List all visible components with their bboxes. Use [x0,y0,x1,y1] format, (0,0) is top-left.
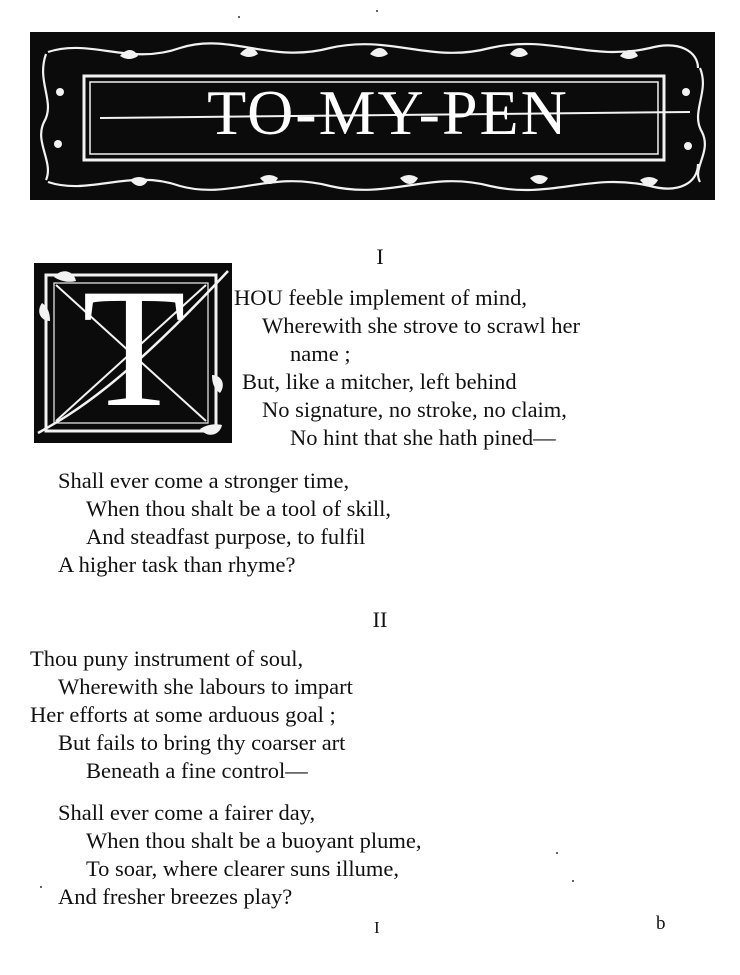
stanza-2-line-6: Shall ever come a fairer day, [58,800,316,825]
stanza-1-line-6: No hint that she hath pined— [290,425,556,450]
print-speck [376,10,378,12]
dropcap-letter: T [82,254,186,442]
stanza-1-line-9: And steadfast purpose, to fulfil [86,524,366,549]
stanza-2-line-8: To soar, where clearer suns illume, [86,856,400,881]
stanza-1-line-3: name ; [290,341,351,366]
stanza-2-line-9: And fresher breezes play? [58,884,293,909]
stanza-2-line-5: Beneath a fine control— [86,758,308,783]
stanza-2-line-2: Wherewith she labours to impart [58,674,353,699]
stanza-1-line-10: A higher task than rhyme? [58,552,296,577]
stanza-1-line-7: Shall ever come a stronger time, [58,468,350,493]
dropcap-ornament [34,254,232,443]
section-number-2: II [372,607,388,632]
stanza-1-line-1: HOU feeble implement of mind, [234,285,528,310]
print-speck [556,852,558,854]
stanza-1-line-4: But, like a mitcher, left behind [242,369,517,394]
section-number-1: I [376,244,384,269]
print-speck [40,886,42,888]
banner-title: TO-MY-PEN [207,77,569,148]
stanza-2-line-4: But fails to bring thy coarser art [58,730,346,755]
stanza-2-line-7: When thou shalt be a buoyant plume, [86,828,422,853]
page-number: I [374,918,380,937]
stanza-2-line-3: Her efforts at some arduous goal ; [30,702,336,727]
signature-mark: b [656,913,666,934]
stanza-1-line-5: No signature, no stroke, no claim, [262,397,567,422]
stanza-1-line-2: Wherewith she strove to scrawl her [262,313,581,338]
stanza-2-line-1: Thou puny instrument of soul, [30,646,304,671]
print-speck [572,880,574,882]
stanza-1-line-8: When thou shalt be a tool of skill, [86,496,391,521]
print-speck [238,16,240,18]
